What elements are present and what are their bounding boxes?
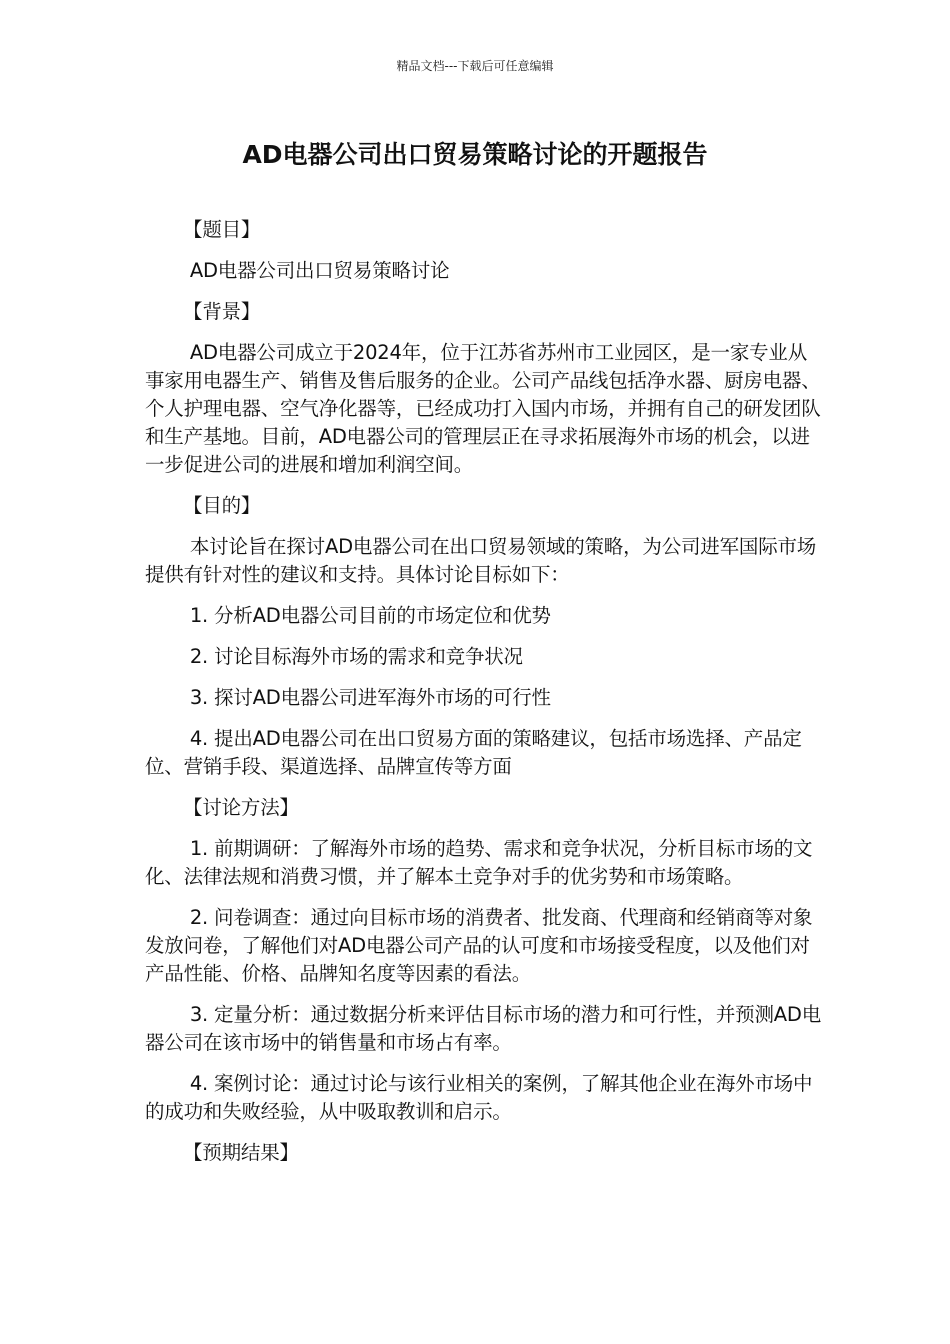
method-heading: 【讨论方法】 xyxy=(183,796,299,819)
purpose-item: 3. 探讨AD电器公司进军海外市场的可行性 xyxy=(189,686,551,709)
background-heading: 【背景】 xyxy=(183,300,261,323)
page-header: 精品文档---下载后可任意编辑 xyxy=(396,59,554,73)
document-title: AD电器公司出口贸易策略讨论的开题报告 xyxy=(242,140,708,169)
purpose-item: 4. 提出AD电器公司在出口贸易方面的策略建议，包括市场选择、产品定位、营销手段、渠道选择、品牌宣传等方面 xyxy=(145,727,802,778)
background-text: AD电器公司成立于2024年，位于江苏省苏州市工业园区，是一家专业从事家用电器生产、销售及售后服务的企业。公司产品线包括净水器、厨房电器、个人护理电器、空气净化器等，已经成功打入国内市场，并拥有自己的研发团队和生产基地。目前，AD电器公司的管理层正在寻求拓展海外市场的机会，以进一步促进公司的进展和增加利润空间。 xyxy=(145,341,821,476)
topic-text: AD电器公司出口贸易策略讨论 xyxy=(189,259,450,282)
results-heading: 【预期结果】 xyxy=(183,1141,299,1164)
purpose-item: 2. 讨论目标海外市场的需求和竞争状况 xyxy=(189,645,523,668)
method-item: 3. 定量分析：通过数据分析来评估目标市场的潜力和可行性，并预测AD电器公司在该市场中的销售量和市场占有率。 xyxy=(145,1003,822,1054)
purpose-heading: 【目的】 xyxy=(183,494,261,517)
method-item: 2. 问卷调查：通过向目标市场的消费者、批发商、代理商和经销商等对象发放问卷，了解他们对AD电器公司产品的认可度和市场接受程度，以及他们对产品性能、价格、品牌知名度等因素的看法。 xyxy=(145,906,813,985)
purpose-text: 本讨论旨在探讨AD电器公司在出口贸易领域的策略，为公司进军国际市场提供有针对性的建议和支持。具体讨论目标如下： xyxy=(145,535,817,586)
document-body xyxy=(145,216,821,1180)
topic-heading: 【题目】 xyxy=(183,218,261,241)
method-item: 1. 前期调研：了解海外市场的趋势、需求和竞争状况，分析目标市场的文化、法律法规和消费习惯，并了解本土竞争对手的优劣势和市场策略。 xyxy=(145,837,813,888)
method-item: 4. 案例讨论：通过讨论与该行业相关的案例，了解其他企业在海外市场中的成功和失败经验，从中吸取教训和启示。 xyxy=(145,1072,813,1123)
purpose-item: 1. 分析AD电器公司目前的市场定位和优势 xyxy=(189,604,551,627)
